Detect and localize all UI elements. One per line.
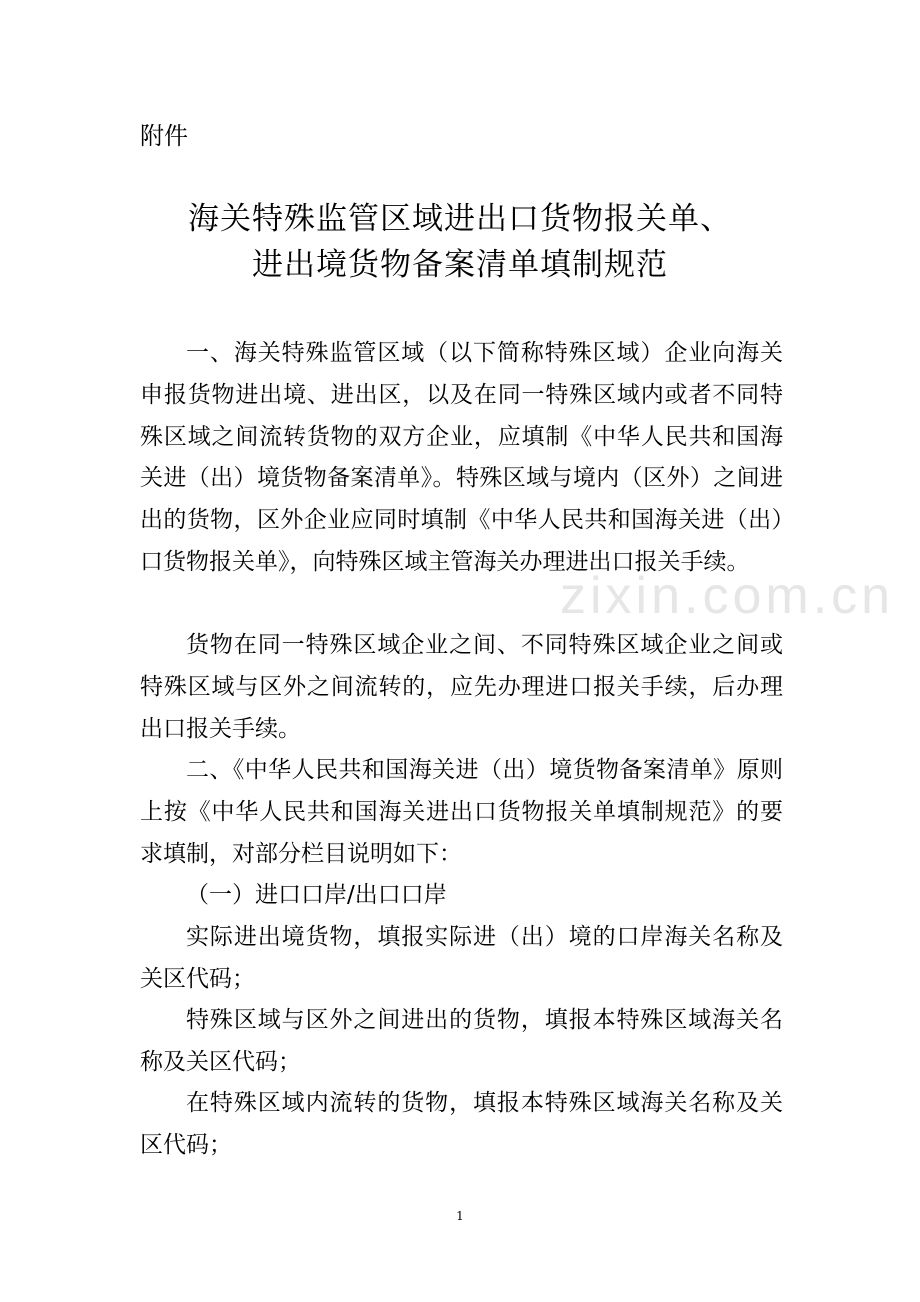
title-line-1: 海关特殊监管区域进出口货物报关单、 [188,201,732,237]
paragraph-2: 货物在同一特殊区域企业之间、不同特殊区域企业之间或特殊区域与区外之间流转的，应先办理进口报关手续，后办理出口报关手续。 [140,632,783,742]
paragraph-1: 一、海关特殊监管区域（以下简称特殊区域）企业向海关申报货物进出境、进出区，以及在同一特殊区域内或者不同特殊区域之间流转货物的双方企业，应填制《中华人民共和国海关进（出）境货物备案清单》。特殊区域与境内（区外）之间进出的货物，区外企业应同时填制《中华人民共和国海关进（出）口货物报关单》，向特殊区域主管海关办理进出口报关手续。 [140,340,783,575]
watermark: zixin.com.cn [560,567,895,625]
page-number: 1 [456,1209,464,1223]
paragraph-6: 特殊区域与区外之间进出的货物，填报本特殊区域海关名称及关区代码； [140,1007,783,1075]
paragraph-5: 实际进出境货物，填报实际进（出）境的口岸海关名称及关区代码； [140,924,783,992]
paragraph-7: 在特殊区域内流转的货物，填报本特殊区域海关名称及关区代码； [140,1090,783,1158]
paragraph-3: 二、《中华人民共和国海关进（出）境货物备案清单》原则上按《中华人民共和国海关进出口货物报关单填制规范》的要求填制，对部分栏目说明如下： [140,757,783,867]
attachment-label: 附件 [140,122,188,150]
document-title [0,196,920,288]
section-heading-1: （一）进口口岸/出口口岸 [186,882,447,908]
title-line-2: 进出境货物备案清单填制规范 [252,247,668,283]
